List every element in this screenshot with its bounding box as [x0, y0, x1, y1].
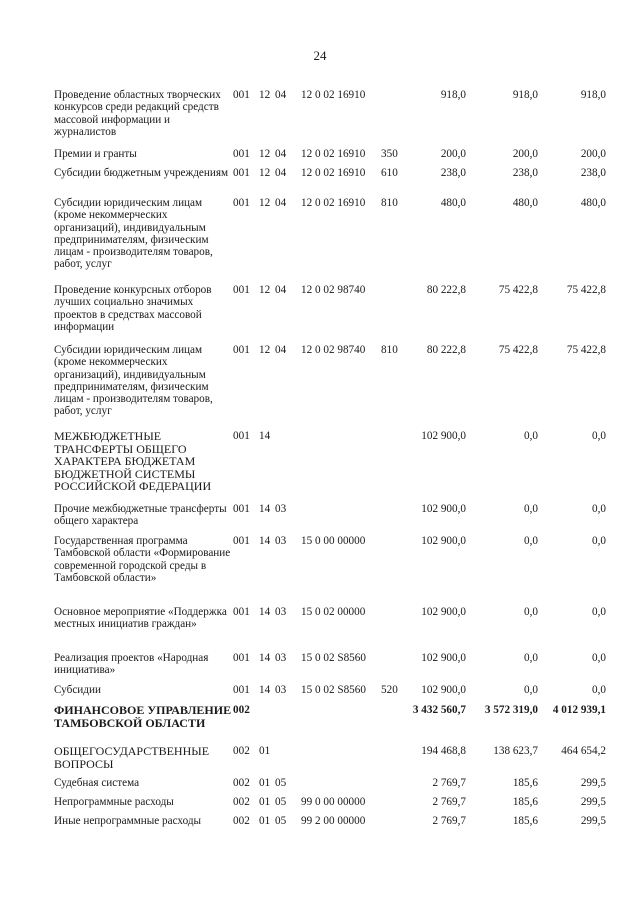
amount-year-2: 75 422,8 — [498, 284, 538, 296]
item-name: Субсидии — [54, 684, 101, 696]
target-article-code: 15 0 02 S8560 — [301, 684, 366, 696]
amount-year-2: 200,0 — [512, 148, 538, 160]
admin-code: 001 — [233, 652, 250, 664]
subsection-code: 04 — [275, 148, 287, 160]
subsection-code: 03 — [275, 684, 287, 696]
amount-year-1: 80 222,8 — [426, 284, 466, 296]
section-code: 12 — [259, 344, 271, 356]
amount-year-2: 75 422,8 — [498, 344, 538, 356]
amount-year-3: 0,0 — [592, 503, 606, 515]
amount-year-2: 0,0 — [524, 606, 538, 618]
item-name: Судебная система — [54, 777, 140, 789]
admin-code: 002 — [233, 777, 250, 789]
subsection-code: 04 — [275, 197, 287, 209]
admin-code: 001 — [233, 430, 250, 442]
subsection-code: 03 — [275, 503, 287, 515]
subsection-code: 03 — [275, 535, 287, 547]
item-name: Субсидии юридическим лицам (кроме некоммерческих организаций), индивидуальным предпринимателям, физическим лицам - производителям товаров, работ, услуг — [54, 197, 213, 271]
target-article-code: 99 0 00 00000 — [301, 796, 366, 808]
item-name: Иные непрограммные расходы — [54, 815, 202, 827]
item-name: Непрограммные расходы — [54, 796, 174, 808]
page-number: 24 — [313, 48, 327, 63]
subsection-code: 04 — [275, 89, 287, 101]
amount-year-3: 0,0 — [592, 430, 606, 442]
section-code: 12 — [259, 197, 271, 209]
target-article-code: 12 0 02 16910 — [301, 148, 366, 160]
amount-year-1: 102 900,0 — [421, 430, 466, 442]
amount-year-3: 4 012 939,1 — [552, 704, 606, 716]
item-name: Премии и гранты — [54, 148, 137, 160]
target-article-code: 15 0 02 00000 — [301, 606, 366, 618]
amount-year-3: 299,5 — [580, 815, 606, 827]
item-name: Реализация проектов «Народная инициатива» — [54, 652, 209, 677]
amount-year-1: 102 900,0 — [421, 535, 466, 547]
section-code: 01 — [259, 745, 271, 757]
expense-type-code: 520 — [381, 684, 398, 696]
amount-year-2: 3 572 319,0 — [484, 704, 538, 716]
amount-year-1: 3 432 560,7 — [412, 704, 466, 716]
admin-code: 002 — [233, 745, 250, 757]
target-article-code: 99 2 00 00000 — [301, 815, 366, 827]
amount-year-3: 75 422,8 — [566, 284, 606, 296]
amount-year-1: 200,0 — [440, 148, 466, 160]
section-code: 14 — [259, 503, 271, 515]
section-code: 14 — [259, 430, 271, 442]
amount-year-2: 0,0 — [524, 430, 538, 442]
amount-year-2: 0,0 — [524, 652, 538, 664]
subsection-code: 03 — [275, 652, 287, 664]
subsection-code: 04 — [275, 344, 287, 356]
amount-year-1: 2 769,7 — [432, 796, 466, 808]
amount-year-1: 238,0 — [440, 167, 466, 179]
subsection-code: 05 — [275, 815, 287, 827]
item-name: Прочие межбюджетные трансферты общего характера — [54, 503, 227, 528]
item-name: Проведение конкурсных отборов лучших социально значимых проектов в средствах массовой информации — [54, 284, 212, 333]
amount-year-3: 238,0 — [580, 167, 606, 179]
amount-year-1: 102 900,0 — [421, 606, 466, 618]
expense-type-code: 610 — [381, 167, 398, 179]
amount-year-2: 0,0 — [524, 503, 538, 515]
target-article-code: 15 0 02 S8560 — [301, 652, 366, 664]
amount-year-2: 238,0 — [512, 167, 538, 179]
amount-year-3: 75 422,8 — [566, 344, 606, 356]
amount-year-1: 194 468,8 — [421, 745, 466, 757]
amount-year-3: 480,0 — [580, 197, 606, 209]
amount-year-2: 138 623,7 — [493, 745, 538, 757]
admin-code: 001 — [233, 535, 250, 547]
amount-year-1: 918,0 — [440, 89, 466, 101]
admin-code: 001 — [233, 197, 250, 209]
item-name: Государственная программа Тамбовской области «Формирование современной городской среды в Тамбовской области» — [54, 535, 231, 584]
subsection-code: 04 — [275, 284, 287, 296]
amount-year-1: 102 900,0 — [421, 684, 466, 696]
target-article-code: 12 0 02 16910 — [301, 167, 366, 179]
admin-code: 002 — [233, 815, 250, 827]
item-name: Субсидии юридическим лицам (кроме некоммерческих организаций), индивидуальным предпринимателям, физическим лицам - производителям товаров, работ, услуг — [54, 344, 213, 418]
amount-year-1: 2 769,7 — [432, 815, 466, 827]
amount-year-2: 480,0 — [512, 197, 538, 209]
amount-year-2: 918,0 — [512, 89, 538, 101]
admin-code: 001 — [233, 167, 250, 179]
amount-year-1: 480,0 — [440, 197, 466, 209]
section-code: 14 — [259, 606, 271, 618]
subsection-code: 05 — [275, 777, 287, 789]
target-article-code: 12 0 02 16910 — [301, 89, 366, 101]
section-code: 14 — [259, 684, 271, 696]
target-article-code: 12 0 02 98740 — [301, 344, 366, 356]
admin-code: 001 — [233, 344, 250, 356]
admin-code: 002 — [233, 796, 250, 808]
amount-year-1: 80 222,8 — [426, 344, 466, 356]
section-code: 12 — [259, 148, 271, 160]
amount-year-3: 0,0 — [592, 535, 606, 547]
amount-year-3: 0,0 — [592, 606, 606, 618]
item-name: Субсидии бюджетным учреждениям — [54, 167, 229, 179]
amount-year-3: 299,5 — [580, 796, 606, 808]
amount-year-1: 102 900,0 — [421, 503, 466, 515]
amount-year-3: 299,5 — [580, 777, 606, 789]
section-code: 14 — [259, 535, 271, 547]
item-name: МЕЖБЮДЖЕТНЫЕ ТРАНСФЕРТЫ ОБЩЕГО ХАРАКТЕРА БЮДЖЕТАМ БЮДЖЕТНОЙ СИСТЕМЫ РОССИЙСКОЙ ФЕДЕРАЦИИ — [54, 429, 212, 493]
amount-year-3: 200,0 — [580, 148, 606, 160]
section-code: 14 — [259, 652, 271, 664]
admin-code: 002 — [233, 704, 250, 716]
section-code: 01 — [259, 777, 271, 789]
expense-type-code: 810 — [381, 344, 398, 356]
section-code: 12 — [259, 167, 271, 179]
amount-year-2: 185,6 — [512, 796, 538, 808]
item-name: ФИНАНСОВОЕ УПРАВЛЕНИЕ ТАМБОВСКОЙ ОБЛАСТИ — [54, 703, 232, 730]
subsection-code: 03 — [275, 606, 287, 618]
amount-year-2: 185,6 — [512, 815, 538, 827]
section-code: 12 — [259, 284, 271, 296]
target-article-code: 12 0 02 98740 — [301, 284, 366, 296]
expense-type-code: 350 — [381, 148, 398, 160]
target-article-code: 15 0 00 00000 — [301, 535, 366, 547]
item-name: Основное мероприятие «Поддержка местных инициатив граждан» — [54, 606, 227, 631]
amount-year-1: 102 900,0 — [421, 652, 466, 664]
amount-year-2: 0,0 — [524, 684, 538, 696]
amount-year-2: 0,0 — [524, 535, 538, 547]
admin-code: 001 — [233, 89, 250, 101]
item-name: ОБЩЕГОСУДАРСТВЕННЫЕ ВОПРОСЫ — [54, 744, 210, 771]
subsection-code: 04 — [275, 167, 287, 179]
item-name: Проведение областных творческих конкурсов среди редакций средств массовой информации и журналистов — [54, 89, 221, 138]
section-code: 12 — [259, 89, 271, 101]
admin-code: 001 — [233, 606, 250, 618]
amount-year-3: 918,0 — [580, 89, 606, 101]
amount-year-3: 0,0 — [592, 652, 606, 664]
admin-code: 001 — [233, 503, 250, 515]
amount-year-2: 185,6 — [512, 777, 538, 789]
admin-code: 001 — [233, 684, 250, 696]
subsection-code: 05 — [275, 796, 287, 808]
section-code: 01 — [259, 796, 271, 808]
admin-code: 001 — [233, 284, 250, 296]
amount-year-1: 2 769,7 — [432, 777, 466, 789]
amount-year-3: 464 654,2 — [561, 745, 606, 757]
expense-type-code: 810 — [381, 197, 398, 209]
amount-year-3: 0,0 — [592, 684, 606, 696]
admin-code: 001 — [233, 148, 250, 160]
section-code: 01 — [259, 815, 271, 827]
target-article-code: 12 0 02 16910 — [301, 197, 366, 209]
